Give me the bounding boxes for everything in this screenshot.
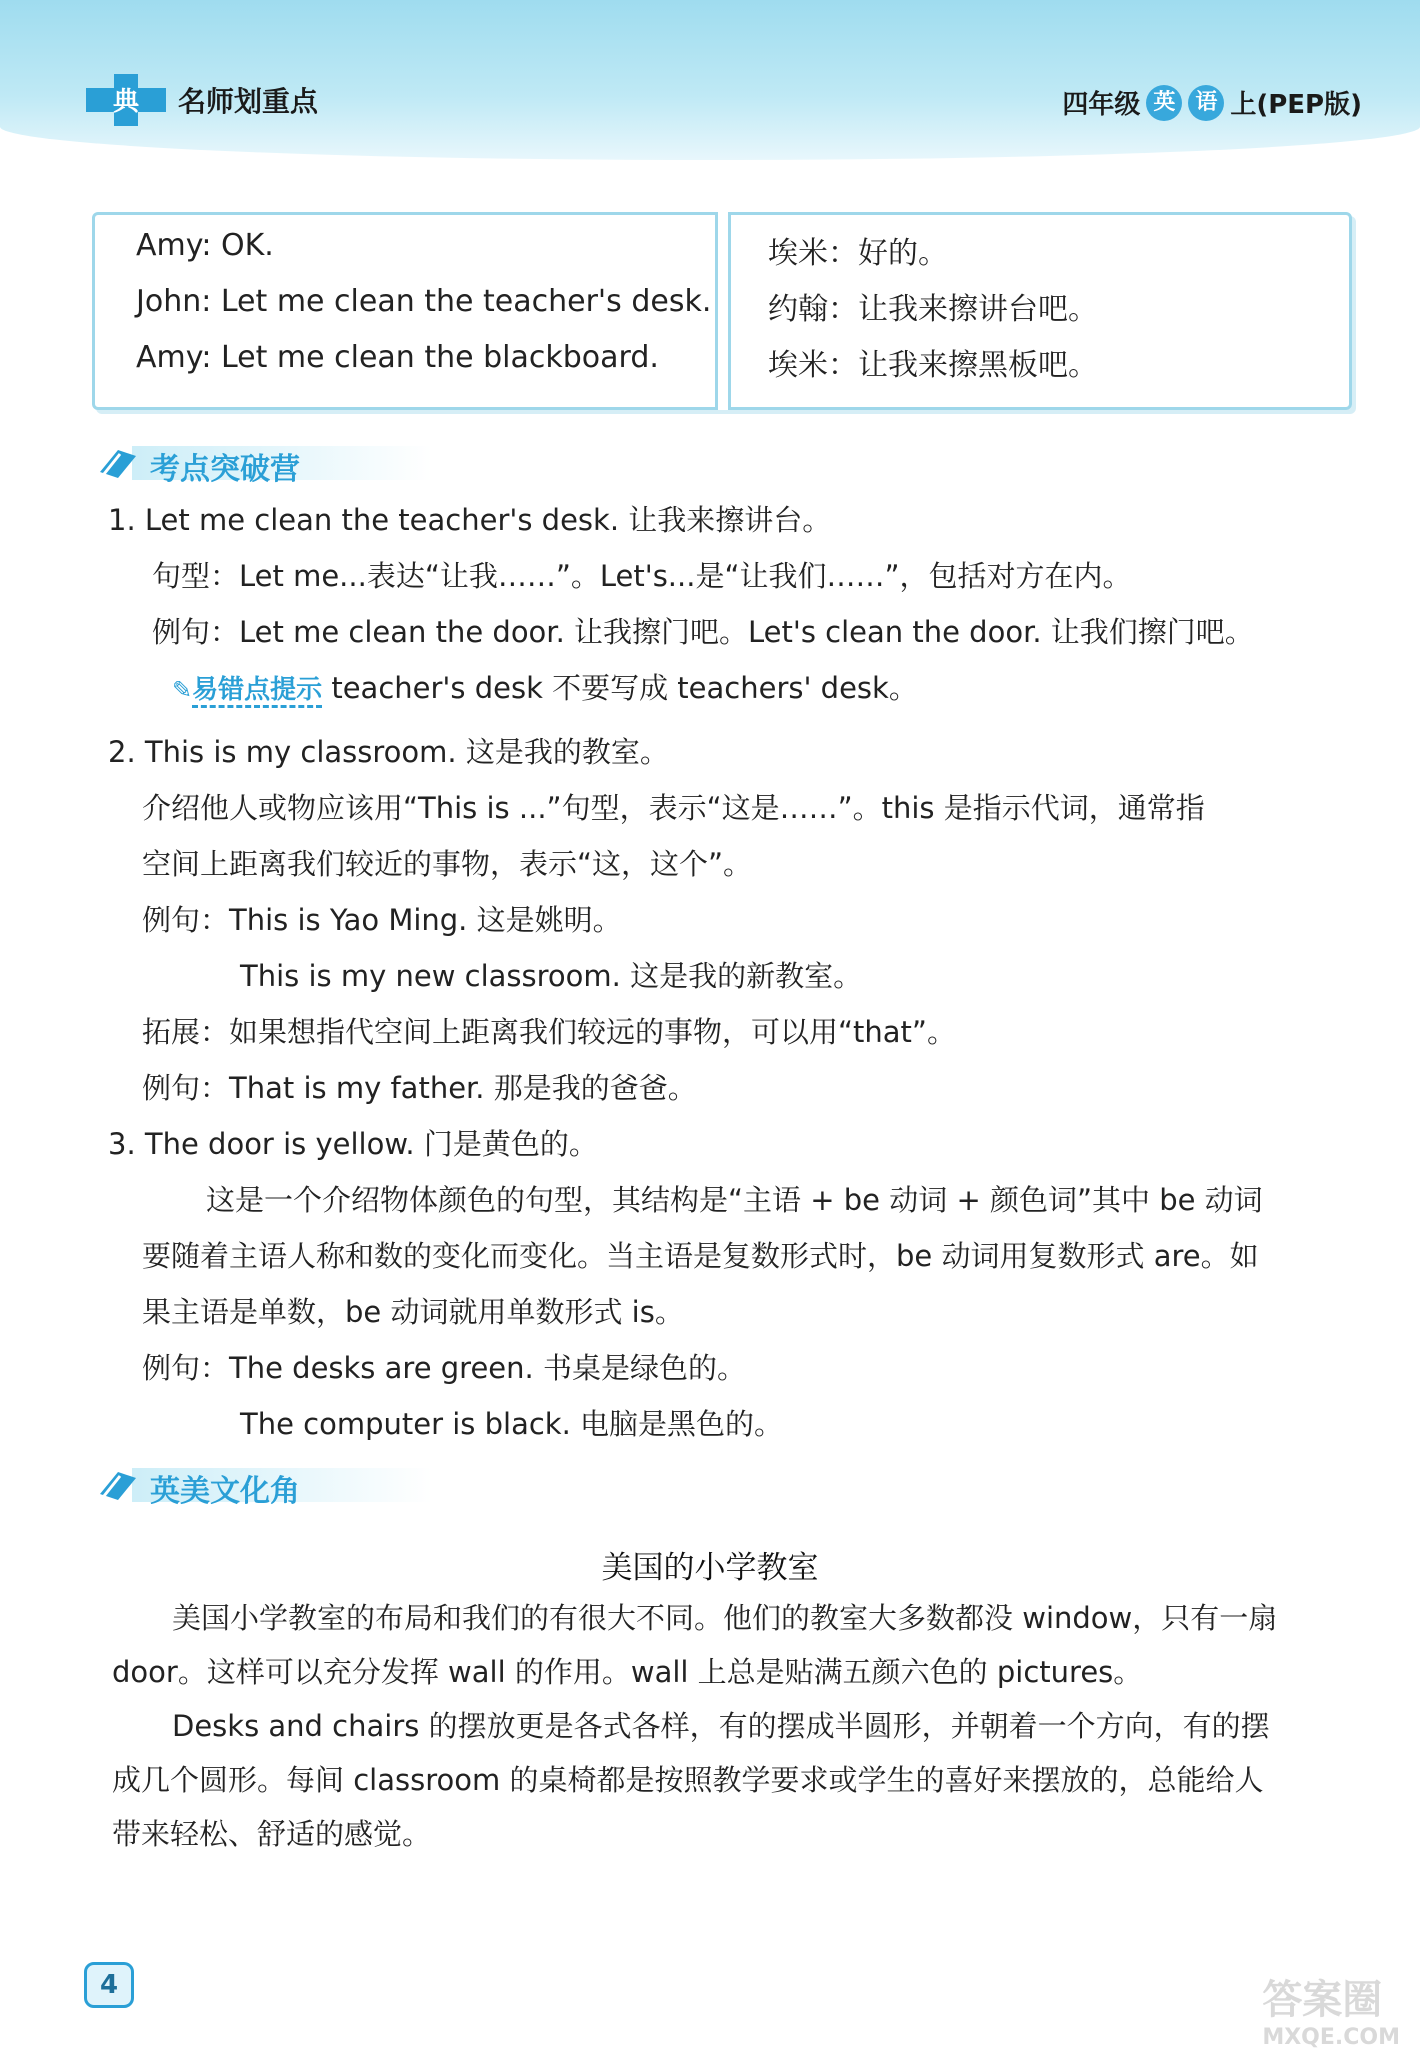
point-text: 果主语是单数，be 动词就用单数形式 is。 bbox=[142, 1295, 684, 1329]
section-header-exam-points bbox=[92, 440, 342, 486]
point-example: This is my new classroom. 这是我的新教室。 bbox=[240, 959, 863, 993]
article-line: door。这样可以充分发挥 wall 的作用。wall 上总是贴满五颜六色的 pictures。 bbox=[112, 1655, 1143, 1689]
watermark-url: MXQE.COM bbox=[1262, 2025, 1400, 2050]
svg-text:典: 典 bbox=[112, 87, 140, 117]
point-example: The computer is black. 电脑是黑色的。 bbox=[240, 1407, 784, 1441]
point-example: 例句：This is Yao Ming. 这是姚明。 bbox=[142, 903, 622, 937]
point-text: 要随着主语人称和数的变化而变化。当主语是复数形式时，be 动词用复数形式 are。如 bbox=[142, 1239, 1259, 1273]
point-heading: 2. This is my classroom. 这是我的教室。 bbox=[108, 735, 669, 769]
dialog-zh-line: 埃米：好的。 bbox=[768, 236, 948, 271]
subject-char-2: 语 bbox=[1188, 85, 1224, 121]
book-pen-icon bbox=[96, 1464, 140, 1504]
point-example: 例句：Let me clean the door. 让我擦门吧。Let's clean the door. 让我们擦门吧。 bbox=[152, 615, 1254, 649]
point-text: 这是一个介绍物体颜色的句型，其结构是“主语 + be 动词 + 颜色词”其中 be 动词 bbox=[206, 1183, 1263, 1217]
grade-suffix: 上(PEP版) bbox=[1230, 90, 1362, 120]
point-text: 句型：Let me...表达“让我……”。Let's...是“让我们……”，包括对方在内。 bbox=[152, 559, 1132, 593]
dialog-en-line: John: Let me clean the teacher's desk. bbox=[136, 284, 712, 319]
page-number: 4 bbox=[84, 1962, 134, 2008]
section-title: 英美文化角 bbox=[150, 1474, 300, 1509]
point-example: 例句：The desks are green. 书桌是绿色的。 bbox=[142, 1351, 746, 1385]
section-header-culture bbox=[92, 1462, 342, 1508]
header-grade-label bbox=[1062, 84, 1362, 121]
dialog-zh-line: 约翰：让我来擦讲台吧。 bbox=[768, 292, 1098, 327]
watermark-text: 答案圈 bbox=[1262, 1977, 1383, 2023]
logo-icon bbox=[86, 74, 166, 126]
point-extension: 拓展：如果想指代空间上距离我们较远的事物，可以用“that”。 bbox=[142, 1015, 956, 1049]
point-text: 介绍他人或物应该用“This is ...”句型，表示“这是……”。this 是指示代词，通常指 bbox=[142, 791, 1205, 825]
book-pen-icon bbox=[96, 442, 140, 482]
tip-label: 易错点提示 bbox=[192, 675, 322, 708]
header-series-title: 名师划重点 bbox=[178, 85, 319, 118]
article-line: 成几个圆形。每间 classroom 的桌椅都是按照教学要求或学生的喜好来摆放的，总能给人 bbox=[112, 1763, 1264, 1797]
tip-line bbox=[172, 668, 918, 710]
dialog-en-line: Amy: OK. bbox=[136, 228, 274, 263]
dialog-en-line: Amy: Let me clean the blackboard. bbox=[136, 340, 659, 375]
dialog-divider bbox=[715, 212, 731, 410]
point-text: 空间上距离我们较近的事物，表示“这，这个”。 bbox=[142, 847, 753, 881]
grade-prefix: 四年级 bbox=[1062, 90, 1141, 120]
point-heading: 3. The door is yellow. 门是黄色的。 bbox=[108, 1127, 598, 1161]
page-header bbox=[0, 0, 1420, 160]
watermark bbox=[1262, 1968, 1400, 2050]
point-heading: 1. Let me clean the teacher's desk. 让我来擦讲台。 bbox=[108, 503, 832, 537]
article-line: 美国小学教室的布局和我们的有很大不同。他们的教室大多数都没 window，只有一扇 bbox=[172, 1601, 1278, 1635]
dialog-zh-line: 埃米：让我来擦黑板吧。 bbox=[768, 348, 1098, 383]
article-line: 带来轻松、舒适的感觉。 bbox=[112, 1817, 432, 1851]
tip-text: teacher's desk 不要写成 teachers' desk。 bbox=[331, 671, 918, 705]
point-example: 例句：That is my father. 那是我的爸爸。 bbox=[142, 1071, 697, 1105]
article-title: 美国的小学教室 bbox=[601, 1550, 819, 1586]
article-line: Desks and chairs 的摆放更是各式各样，有的摆成半圆形，并朝着一个方向，有的摆 bbox=[172, 1709, 1270, 1743]
lightbulb-icon: ✎ bbox=[172, 676, 193, 704]
section-title: 考点突破营 bbox=[150, 452, 300, 487]
subject-char-1: 英 bbox=[1146, 85, 1182, 121]
